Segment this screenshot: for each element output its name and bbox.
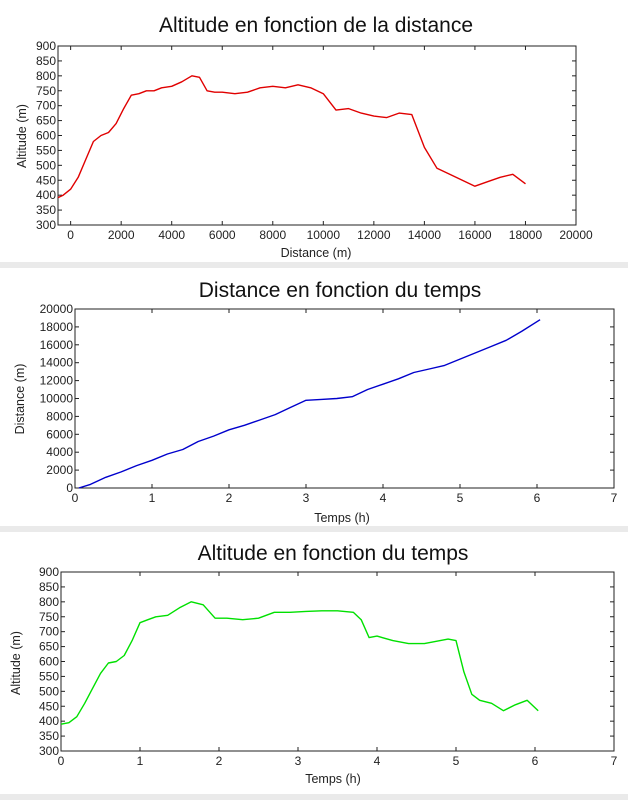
x-tick-label: 5 [456, 491, 464, 505]
distance-time-chart [0, 268, 628, 526]
y-tick-label: 8000 [46, 409, 73, 424]
y-tick-label: 600 [38, 654, 59, 669]
y-tick-label: 20000 [39, 302, 73, 316]
chart-title: Distance en fonction du temps [198, 279, 482, 302]
y-tick-label: 400 [35, 188, 56, 203]
plot-frame [75, 309, 614, 488]
y-tick-label: 18000 [39, 319, 73, 334]
x-tick-label: 0 [71, 491, 79, 505]
x-tick-label: 2 [215, 754, 223, 768]
x-tick-label: 3 [302, 491, 310, 505]
x-tick-label: 7 [610, 754, 618, 768]
y-tick-label: 500 [38, 684, 59, 699]
chart-panel-3 [0, 532, 628, 794]
y-tick-label: 700 [38, 624, 59, 639]
y-tick-label: 850 [38, 579, 59, 594]
x-tick-label: 6000 [208, 228, 236, 242]
x-tick-label: 16000 [458, 228, 492, 242]
x-tick-label: 0 [57, 754, 65, 768]
y-tick-label: 900 [38, 565, 59, 579]
x-tick-label: 6 [531, 754, 539, 768]
y-tick-label: 14000 [39, 355, 73, 370]
chart-title: Altitude en fonction du temps [197, 542, 469, 565]
x-tick-label: 8000 [259, 228, 287, 242]
x-axis-label: Distance (m) [280, 246, 352, 260]
y-axis-label: Altitude (m) [15, 104, 29, 168]
y-tick-label: 750 [38, 609, 59, 624]
x-tick-label: 1 [148, 491, 156, 505]
x-tick-label: 3 [294, 754, 302, 768]
chart-panel-2 [0, 268, 628, 526]
chart-title: Altitude en fonction de la distance [158, 14, 474, 37]
y-tick-label: 800 [35, 68, 56, 83]
x-tick-label: 18000 [508, 228, 543, 242]
chart-panel-1 [0, 0, 628, 262]
y-tick-label: 900 [35, 39, 56, 53]
x-tick-label: 5 [452, 754, 460, 768]
x-axis-label: Temps (h) [305, 772, 361, 786]
y-tick-label: 550 [38, 669, 59, 684]
y-tick-label: 800 [38, 594, 59, 609]
y-tick-label: 0 [66, 481, 73, 495]
x-tick-label: 2 [225, 491, 233, 505]
y-tick-label: 600 [35, 128, 56, 143]
series-line [79, 320, 540, 488]
y-tick-label: 300 [35, 218, 56, 232]
x-tick-label: 20000 [559, 228, 593, 242]
y-tick-label: 650 [35, 113, 56, 128]
y-tick-label: 350 [35, 203, 56, 218]
x-tick-label: 14000 [407, 228, 442, 242]
x-tick-label: 6 [533, 491, 541, 505]
y-tick-label: 850 [35, 53, 56, 68]
x-tick-label: 4 [373, 754, 381, 768]
x-tick-label: 2000 [107, 228, 135, 242]
y-axis-label: Altitude (m) [9, 631, 23, 695]
y-tick-label: 400 [38, 714, 59, 729]
x-tick-label: 1 [136, 754, 144, 768]
y-tick-label: 4000 [46, 445, 73, 460]
y-tick-label: 2000 [46, 463, 73, 478]
y-tick-label: 10000 [39, 391, 73, 406]
y-axis-label: Distance (m) [13, 363, 27, 435]
y-tick-label: 450 [35, 173, 56, 188]
plot-frame [61, 572, 614, 751]
y-tick-label: 500 [35, 158, 56, 173]
x-tick-label: 0 [67, 228, 74, 242]
x-tick-label: 10000 [306, 228, 341, 242]
series-line [58, 76, 526, 198]
altitude-time-chart [0, 532, 628, 794]
y-tick-label: 750 [35, 83, 56, 98]
x-tick-label: 4000 [158, 228, 186, 242]
x-tick-label: 7 [610, 491, 618, 505]
series-line [61, 602, 538, 724]
y-tick-label: 350 [38, 729, 59, 744]
y-tick-label: 650 [38, 639, 59, 654]
x-tick-label: 4 [379, 491, 387, 505]
y-tick-label: 12000 [39, 373, 73, 388]
x-tick-label: 12000 [357, 228, 391, 242]
plot-frame [58, 46, 576, 225]
y-tick-label: 550 [35, 143, 56, 158]
y-tick-label: 16000 [39, 337, 73, 352]
x-axis-label: Temps (h) [314, 511, 370, 525]
y-tick-label: 700 [35, 98, 56, 113]
y-tick-label: 300 [38, 744, 59, 758]
y-tick-label: 450 [38, 699, 59, 714]
altitude-distance-chart [0, 0, 628, 262]
y-tick-label: 6000 [46, 427, 73, 442]
